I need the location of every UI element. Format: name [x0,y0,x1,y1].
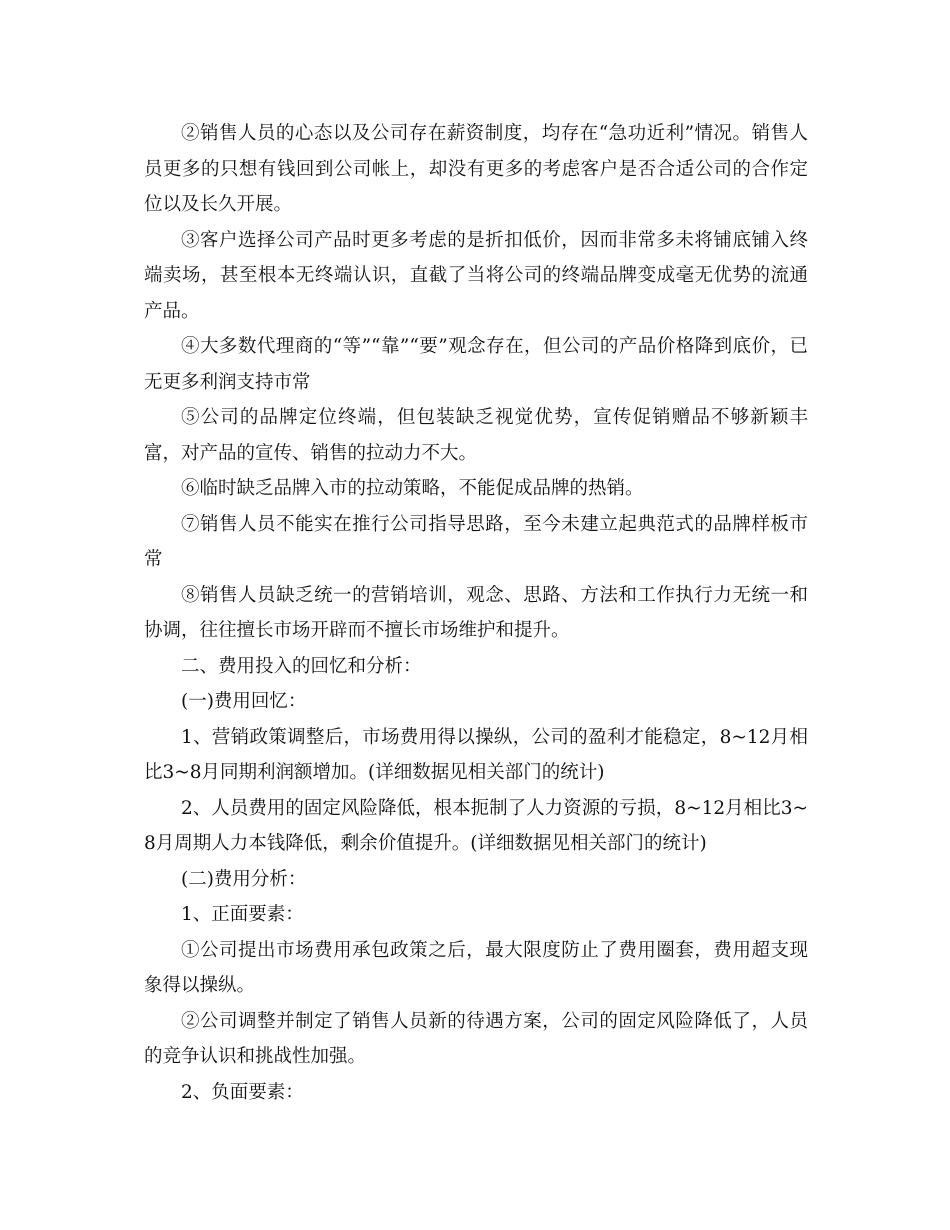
paragraph-sample-market: ⑦销售人员不能实在推行公司指导思路，至今未建立起典范式的品牌样板市常 [144,513,808,570]
paragraph-brand-packaging: ⑤公司的品牌定位终端，但包装缺乏视觉优势，宣传促销赠品不够新颖丰富，对产品的宣传、销售的拉动力不大。 [144,407,808,464]
paragraph-salesperson-mindset: ②销售人员的心态以及公司存在薪资制度，均存在“急功近利”情况。销售人员更多的只想有钱回到公司帐上，却没有更多的考虑客户是否合适公司的合作定位以及长久开展。 [144,123,808,215]
subheading-positive-factors: 1、正面要素： [181,904,304,925]
paragraph-customer-choice: ③客户选择公司产品时更多考虑的是折扣低价，因而非常多未将铺底铺入终端卖场，甚至根本无终端认识，直截了当将公司的终端品牌变成毫无优势的流通产品。 [144,229,808,322]
paragraph-agent-attitude: ④大多数代理商的“等”“靠”“要”观念存在，但公司的产品价格降到底价，已无更多利润支持市常 [144,336,808,393]
section-heading-cost-review: 二、费用投入的回忆和分析： [181,655,422,677]
subheading-cost-recall: (一)费用回忆： [181,691,307,712]
subheading-negative-factors: 2、负面要素： [181,1081,304,1103]
paragraph-market-strategy: ⑥临时缺乏品牌入市的拉动策略，不能促成品牌的热销。 [181,478,644,499]
paragraph-marketing-policy: 1、营销政策调整后，市场费用得以操纵，公司的盈利才能稳定，8~12月相比3~8月同期利润额增加。(详细数据见相关部门的统计) [144,726,808,783]
paragraph-cost-contract-policy: ①公司提出市场费用承包政策之后，最大限度防止了费用圈套，费用超支现象得以操纵。 [144,939,808,996]
paragraph-personnel-cost: 2、人员费用的固定风险降低，根本扼制了人力资源的亏损，8~12月相比3~8月周期人力本钱降低，剩余价值提升。(详细数据见相关部门的统计) [144,797,808,854]
paragraph-training: ⑧销售人员缺乏统一的营销培训，观念、思路、方法和工作执行力无统一和协调，往往擅长市场开辟而不擅长市场维护和提升。 [144,584,808,641]
document-body [144,116,808,1110]
paragraph-salary-scheme: ②公司调整并制定了销售人员新的待遇方案，公司的固定风险降低了，人员的竞争认识和挑战性加强。 [144,1010,808,1067]
subheading-cost-analysis: (二)费用分析： [181,868,307,890]
